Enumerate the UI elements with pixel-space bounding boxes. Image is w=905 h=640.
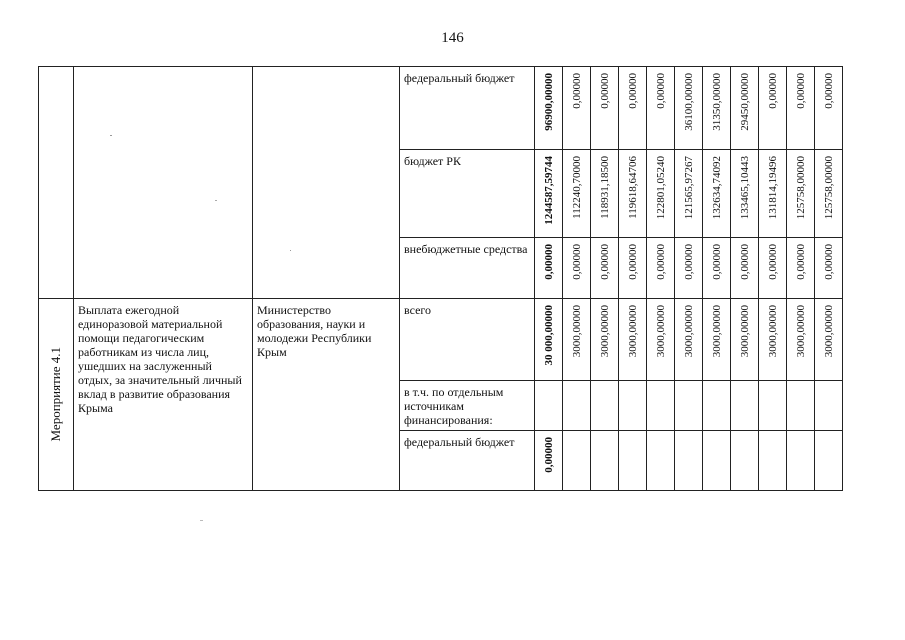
year-value: 0,00000 [570, 73, 583, 109]
total-value-cell [535, 238, 563, 299]
total-value: 96900,00000 [542, 73, 555, 131]
funding-source-cell [400, 431, 535, 491]
total-value-cell [535, 299, 563, 381]
year-value-cell [591, 431, 619, 491]
year-value: 121565,97267 [682, 156, 695, 220]
year-value-cell [619, 150, 647, 238]
year-value: 0,00000 [654, 244, 667, 280]
year-value-cell [759, 299, 787, 381]
year-value-cell [731, 238, 759, 299]
year-value-cell [675, 238, 703, 299]
year-value: 0,00000 [598, 73, 611, 109]
num-cell-empty [39, 67, 74, 299]
year-value-cell [675, 431, 703, 491]
year-value: 0,00000 [766, 244, 779, 280]
measure-name: Выплата ежегодной единоразовой материальной помощи педагогическим работникам из числа лиц, ушедших на заслуженный отдых, за значительный личный вклад в развитие образования Крыма [78, 303, 242, 415]
year-value-cell [647, 381, 675, 431]
year-value: 3000,00000 [570, 305, 583, 358]
year-value-cell [563, 150, 591, 238]
year-value: 3000,00000 [794, 305, 807, 358]
year-value-cell [703, 431, 731, 491]
funding-source-cell [400, 299, 535, 381]
year-value-cell [787, 238, 815, 299]
year-value: 3000,00000 [682, 305, 695, 358]
year-value: 0,00000 [598, 244, 611, 280]
funding-source-label: федеральный бюджет [404, 71, 515, 85]
year-value: 0,00000 [794, 73, 807, 109]
year-value-cell [759, 381, 787, 431]
year-value-cell [647, 238, 675, 299]
year-value-cell [731, 67, 759, 150]
funding-source-label: внебюджетные средства [404, 242, 528, 256]
executor-name: Министерство образования, науки и молодежи Республики Крым [257, 303, 372, 359]
year-value-cell [647, 150, 675, 238]
year-value: 122801,05240 [654, 156, 667, 220]
year-value: 3000,00000 [766, 305, 779, 358]
year-value: 3000,00000 [654, 305, 667, 358]
year-value-cell [619, 431, 647, 491]
year-value-cell [591, 299, 619, 381]
year-value-cell [647, 431, 675, 491]
page-number: 146 [441, 30, 464, 46]
year-value: 0,00000 [710, 244, 723, 280]
total-value: 30 000,00000 [542, 305, 555, 366]
year-value-cell [787, 67, 815, 150]
year-value-cell [731, 299, 759, 381]
year-value: 0,00000 [822, 73, 835, 109]
funding-source-cell [400, 150, 535, 238]
scan-speck [200, 520, 203, 521]
year-value-cell [675, 381, 703, 431]
year-value: 132634,74092 [710, 156, 723, 220]
year-value: 0,00000 [626, 73, 639, 109]
year-value: 125758,00000 [822, 156, 835, 220]
measure-number-cell [39, 299, 74, 491]
year-value: 29450,00000 [738, 73, 751, 131]
year-value: 0,00000 [794, 244, 807, 280]
year-value-cell [563, 299, 591, 381]
year-value-cell [563, 381, 591, 431]
scan-speck [110, 135, 112, 136]
year-value: 0,00000 [822, 244, 835, 280]
year-value-cell [815, 299, 843, 381]
year-value-cell [787, 299, 815, 381]
year-value-cell [703, 67, 731, 150]
year-value-cell [703, 381, 731, 431]
year-value-cell [619, 67, 647, 150]
year-value: 133465,10443 [738, 156, 751, 220]
year-value-cell [591, 238, 619, 299]
year-value-cell [591, 381, 619, 431]
year-value-cell [815, 238, 843, 299]
year-value-cell [731, 150, 759, 238]
year-value-cell [815, 431, 843, 491]
year-value-cell [703, 238, 731, 299]
year-value: 0,00000 [570, 244, 583, 280]
year-value-cell [619, 381, 647, 431]
year-value-cell [675, 150, 703, 238]
total-value: 0,00000 [542, 437, 555, 473]
year-value-cell [787, 431, 815, 491]
year-value-cell [619, 238, 647, 299]
year-value-cell [815, 67, 843, 150]
financing-table [38, 66, 843, 491]
year-value-cell [815, 150, 843, 238]
table-row [39, 67, 843, 150]
year-value: 3000,00000 [822, 305, 835, 358]
year-value-cell [759, 238, 787, 299]
year-value-cell [759, 150, 787, 238]
year-value: 112240,70000 [570, 156, 583, 219]
table-row [39, 299, 843, 381]
year-value: 131814,19496 [766, 156, 779, 220]
year-value-cell [703, 150, 731, 238]
funding-source-label: федеральный бюджет [404, 435, 515, 449]
total-value-cell [535, 431, 563, 491]
total-value-cell [535, 150, 563, 238]
year-value: 125758,00000 [794, 156, 807, 220]
year-value-cell [563, 431, 591, 491]
year-value-cell [647, 299, 675, 381]
scan-speck [215, 200, 217, 201]
year-value-cell [759, 431, 787, 491]
year-value-cell [731, 431, 759, 491]
year-value-cell [563, 67, 591, 150]
year-value: 3000,00000 [626, 305, 639, 358]
funding-source-label: всего [404, 303, 432, 317]
year-value-cell [563, 238, 591, 299]
funding-source-label: в т.ч. по отдельным источникам финансирования: [404, 385, 504, 427]
year-value-cell [675, 299, 703, 381]
funding-source-cell [400, 67, 535, 150]
year-value-cell [703, 299, 731, 381]
total-value: 1244587,59744 [542, 156, 555, 225]
scan-speck [290, 250, 291, 251]
year-value: 3000,00000 [598, 305, 611, 358]
year-value-cell [731, 381, 759, 431]
year-value-cell [591, 67, 619, 150]
year-value-cell [787, 381, 815, 431]
year-value-cell [815, 381, 843, 431]
year-value: 3000,00000 [738, 305, 751, 358]
executor-cell-empty [253, 67, 400, 299]
year-value: 0,00000 [766, 73, 779, 109]
funding-source-label: бюджет РК [404, 154, 461, 168]
year-value-cell [647, 67, 675, 150]
name-cell-empty [74, 67, 253, 299]
year-value: 118931,18500 [598, 156, 611, 219]
year-value-cell [675, 67, 703, 150]
year-value-cell [591, 150, 619, 238]
total-value-cell [535, 381, 563, 431]
total-value-cell [535, 67, 563, 150]
total-value: 0,00000 [542, 244, 555, 280]
year-value: 0,00000 [738, 244, 751, 280]
year-value: 119618,64706 [626, 156, 639, 219]
funding-source-cell [400, 381, 535, 431]
measure-label: Мероприятие 4.1 [48, 347, 63, 442]
executor-cell [253, 299, 400, 491]
year-value: 3000,00000 [710, 305, 723, 358]
year-value: 0,00000 [682, 244, 695, 280]
year-value-cell [759, 67, 787, 150]
measure-name-cell [74, 299, 253, 491]
year-value: 0,00000 [626, 244, 639, 280]
year-value: 36100,00000 [682, 73, 695, 131]
year-value-cell [619, 299, 647, 381]
year-value-cell [787, 150, 815, 238]
funding-source-cell [400, 238, 535, 299]
year-value: 0,00000 [654, 73, 667, 109]
year-value: 31350,00000 [710, 73, 723, 131]
